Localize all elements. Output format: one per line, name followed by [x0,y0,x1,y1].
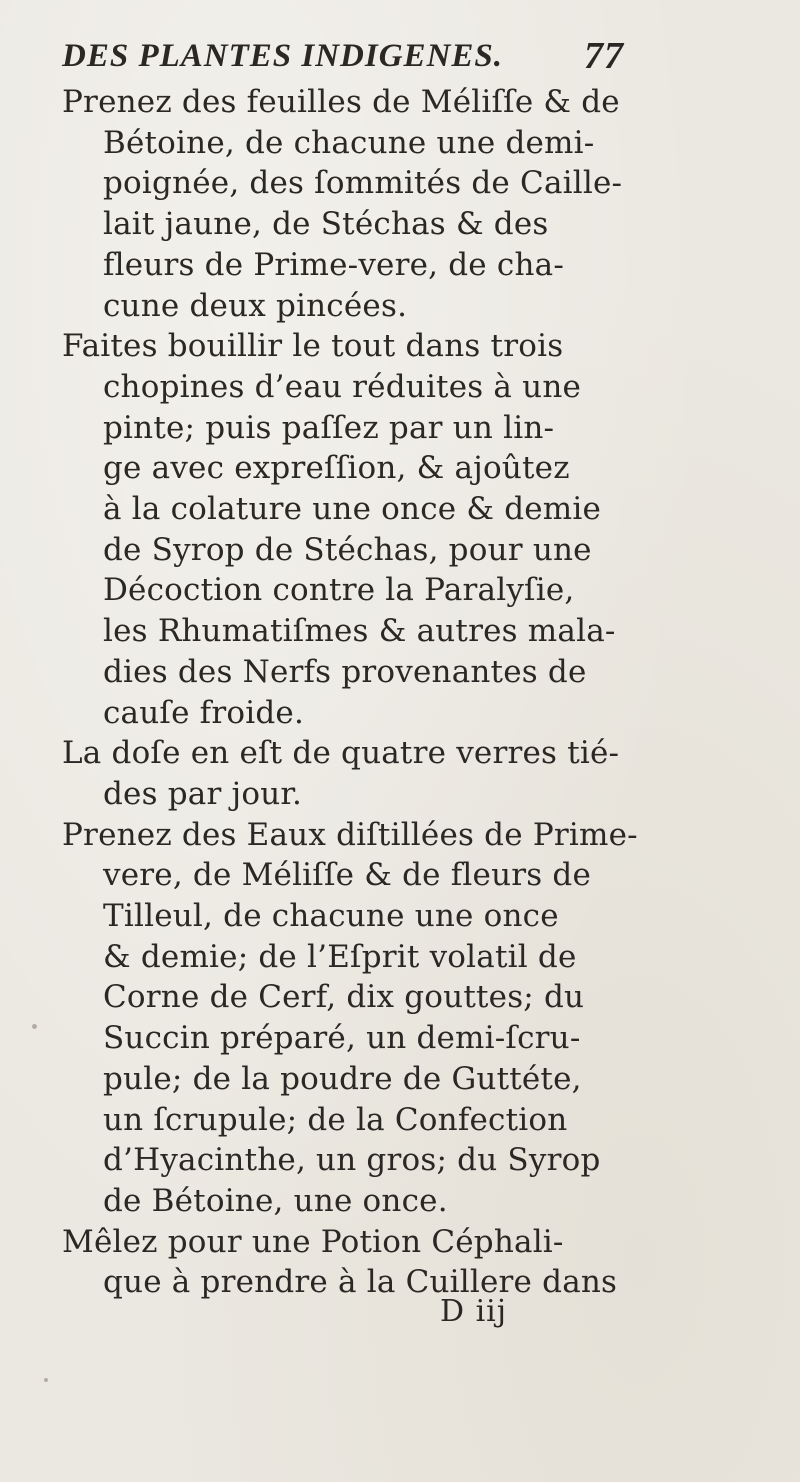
text-line: Prenez des feuilles de Méliſſe & de [62,84,620,120]
text-line: Corne de Cerf, dix gouttes; du [103,979,585,1015]
text-line: Prenez des Eaux diſtillées de Prime- [62,817,638,853]
text-line: La doſe en eſt de quatre verres tié- [62,735,620,771]
text-line: cune deux pincées. [103,288,408,324]
text-line: pule; de la poudre de Guttéte, [103,1061,582,1097]
text-line: des par jour. [103,776,303,812]
text-line: Bétoine, de chacune une demi- [103,125,595,161]
text-line: de Syrop de Stéchas, pour une [103,532,592,568]
running-header [62,30,662,82]
text-line: chopines d’eau réduites à une [103,369,582,405]
text-line: Décoction contre la Paralyſie, [103,572,575,608]
text-line: fleurs de Prime-vere, de cha- [103,247,564,283]
text-line: Mêlez pour une Potion Céphali- [62,1224,564,1260]
text-line: & demie; de l’Eſprit volatil de [103,939,577,975]
text-line: ge avec expreſſion, & ajoûtez [103,450,570,486]
text-line: Faites bouillir le tout dans trois [62,328,564,364]
text-line: Tilleul, de chacune une once [103,898,559,934]
text-line: que à prendre à la Cuillere dans [103,1264,618,1300]
text-line: un ſcrupule; de la Confection [103,1102,568,1138]
text-line: les Rhumatiſmes & autres mala- [103,613,616,649]
text-line: d’Hyacinthe, un gros; du Syrop [103,1142,601,1178]
text-line: cauſe froide. [103,695,304,731]
paper-speck [44,1378,48,1382]
text-line: de Bétoine, une once. [103,1183,448,1219]
text-line: poignée, des ſommités de Caille- [103,165,623,201]
page-number: 77 [584,35,624,77]
text-line: vere, de Méliſſe & de fleurs de [103,857,592,893]
text-line: lait jaune, de Stéchas & des [103,206,549,242]
text-line: dies des Nerfs provenantes de [103,654,587,690]
paper-speck [32,1024,37,1029]
running-title: DES PLANTES INDIGENES. [62,38,504,74]
text-line: à la colature une once & demie [103,491,602,527]
text-line: pinte; puis paſſez par un lin- [103,410,555,446]
text-line: Succin préparé, un demi-ſcru- [103,1020,581,1056]
signature-mark: D iij [440,1294,508,1329]
